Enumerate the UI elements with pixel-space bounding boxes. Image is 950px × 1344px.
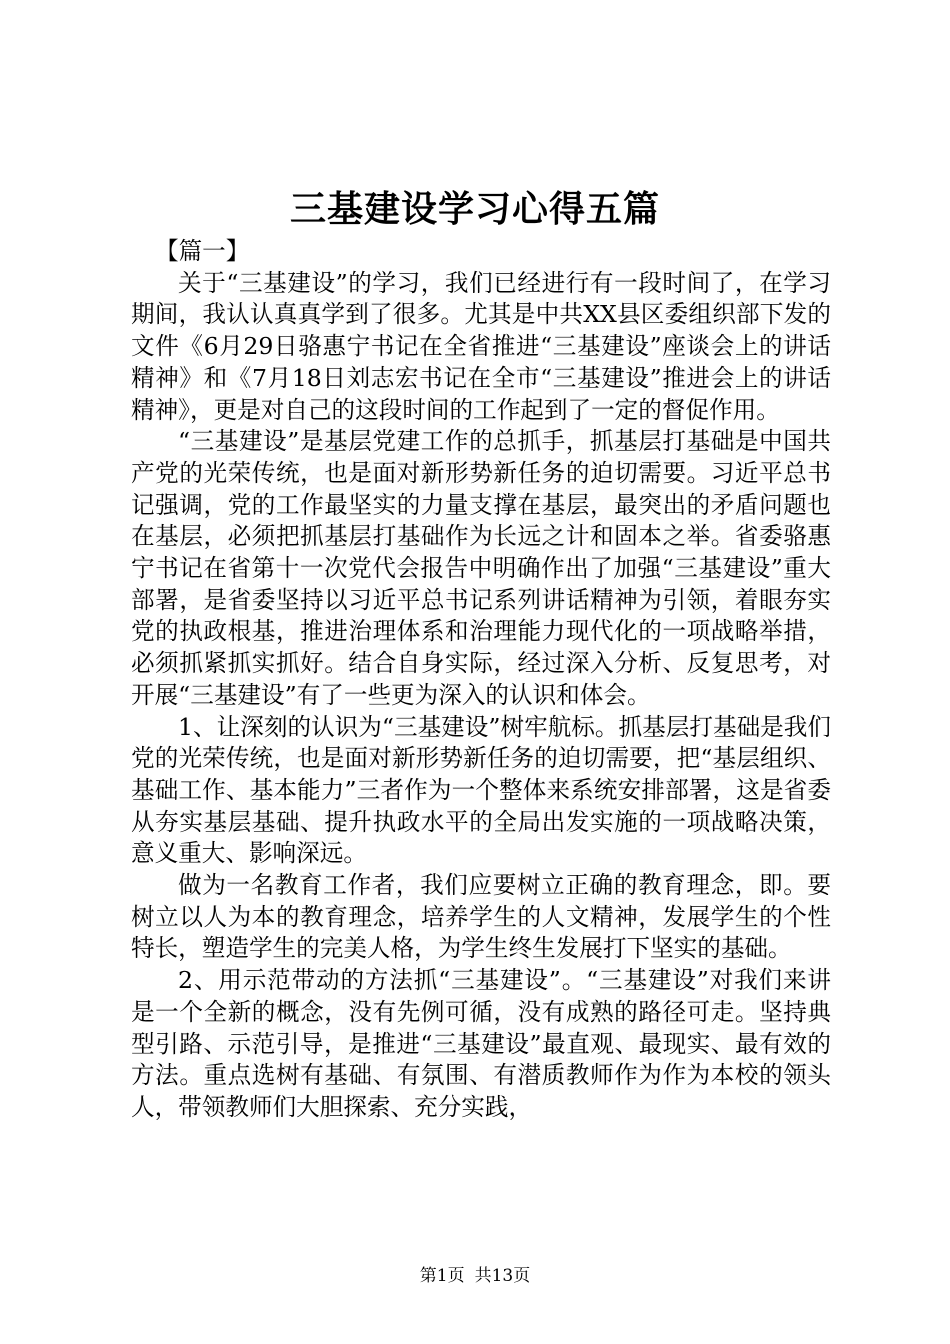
page-total: 共13页 <box>474 1266 531 1286</box>
paragraph: 1、让深刻的认识为“三基建设”树牢航标。抓基层打基础是我们党的光荣传统，也是面对新形势新任务的迫切需要，把“基层组织、基础工作、基本能力”三者作为一个整体来系统安排部署，这是省委从夯实基层基础、提升执政水平的全局出发实施的一项战略决策，意义重大、影响深远。 <box>131 712 831 868</box>
paragraph: 关于“三基建设”的学习，我们已经进行有一段时间了，在学习期间，我认认真真学到了很多。尤其是中共XX县区委组织部下发的文件《6月29日骆惠宁书记在全省推进“三基建设”座谈会上的讲话精神》和《7月18日刘志宏书记在全市“三基建设”推进会上的讲话精神》，更是对自己的这段时间的工作起到了一定的督促作用。 <box>131 268 831 424</box>
paragraph: 做为一名教育工作者，我们应要树立正确的教育理念，即。要树立以人为本的教育理念，培养学生的人文精神，发展学生的个性特长，塑造学生的完美人格，为学生终生发展打下坚实的基础。 <box>131 871 831 963</box>
paragraph: 2、用示范带动的方法抓“三基建设”。“三基建设”对我们来讲是一个全新的概念，没有先例可循，没有成熟的路径可走。坚持典型引路、示范引导，是推进“三基建设”最直观、最现实、最有效的方法。重点选树有基础、有氛围、有潜质教师作为作为本校的领头人，带领教师们大胆探索、充分实践， <box>131 966 831 1121</box>
page-footer <box>0 1264 950 1288</box>
paragraph: “三基建设”是基层党建工作的总抓手，抓基层打基础是中国共产党的光荣传统，也是面对新形势新任务的迫切需要。习近平总书记强调，党的工作最坚实的力量支撑在基层，最突出的矛盾问题也在基层，必须把抓基层打基础作为长远之计和固本之举。省委骆惠宁书记在省第十一次党代会报告中明确作出了加强“三基建设”重大部署，是省委坚持以习近平总书记系列讲话精神为引领，着眼夯实党的执政根基，推进治理体系和治理能力现代化的一项战略举措，必须抓紧抓实抓好。结合自身实际，经过深入分析、反复思考，对开展“三基建设”有了一些更为深入的认识和体会。 <box>131 427 831 709</box>
page-number: 第1页 <box>419 1266 465 1286</box>
document-body <box>131 236 831 1124</box>
section-heading: 【篇一】 <box>155 237 250 265</box>
document-title: 三基建设学习心得五篇 <box>289 188 660 230</box>
